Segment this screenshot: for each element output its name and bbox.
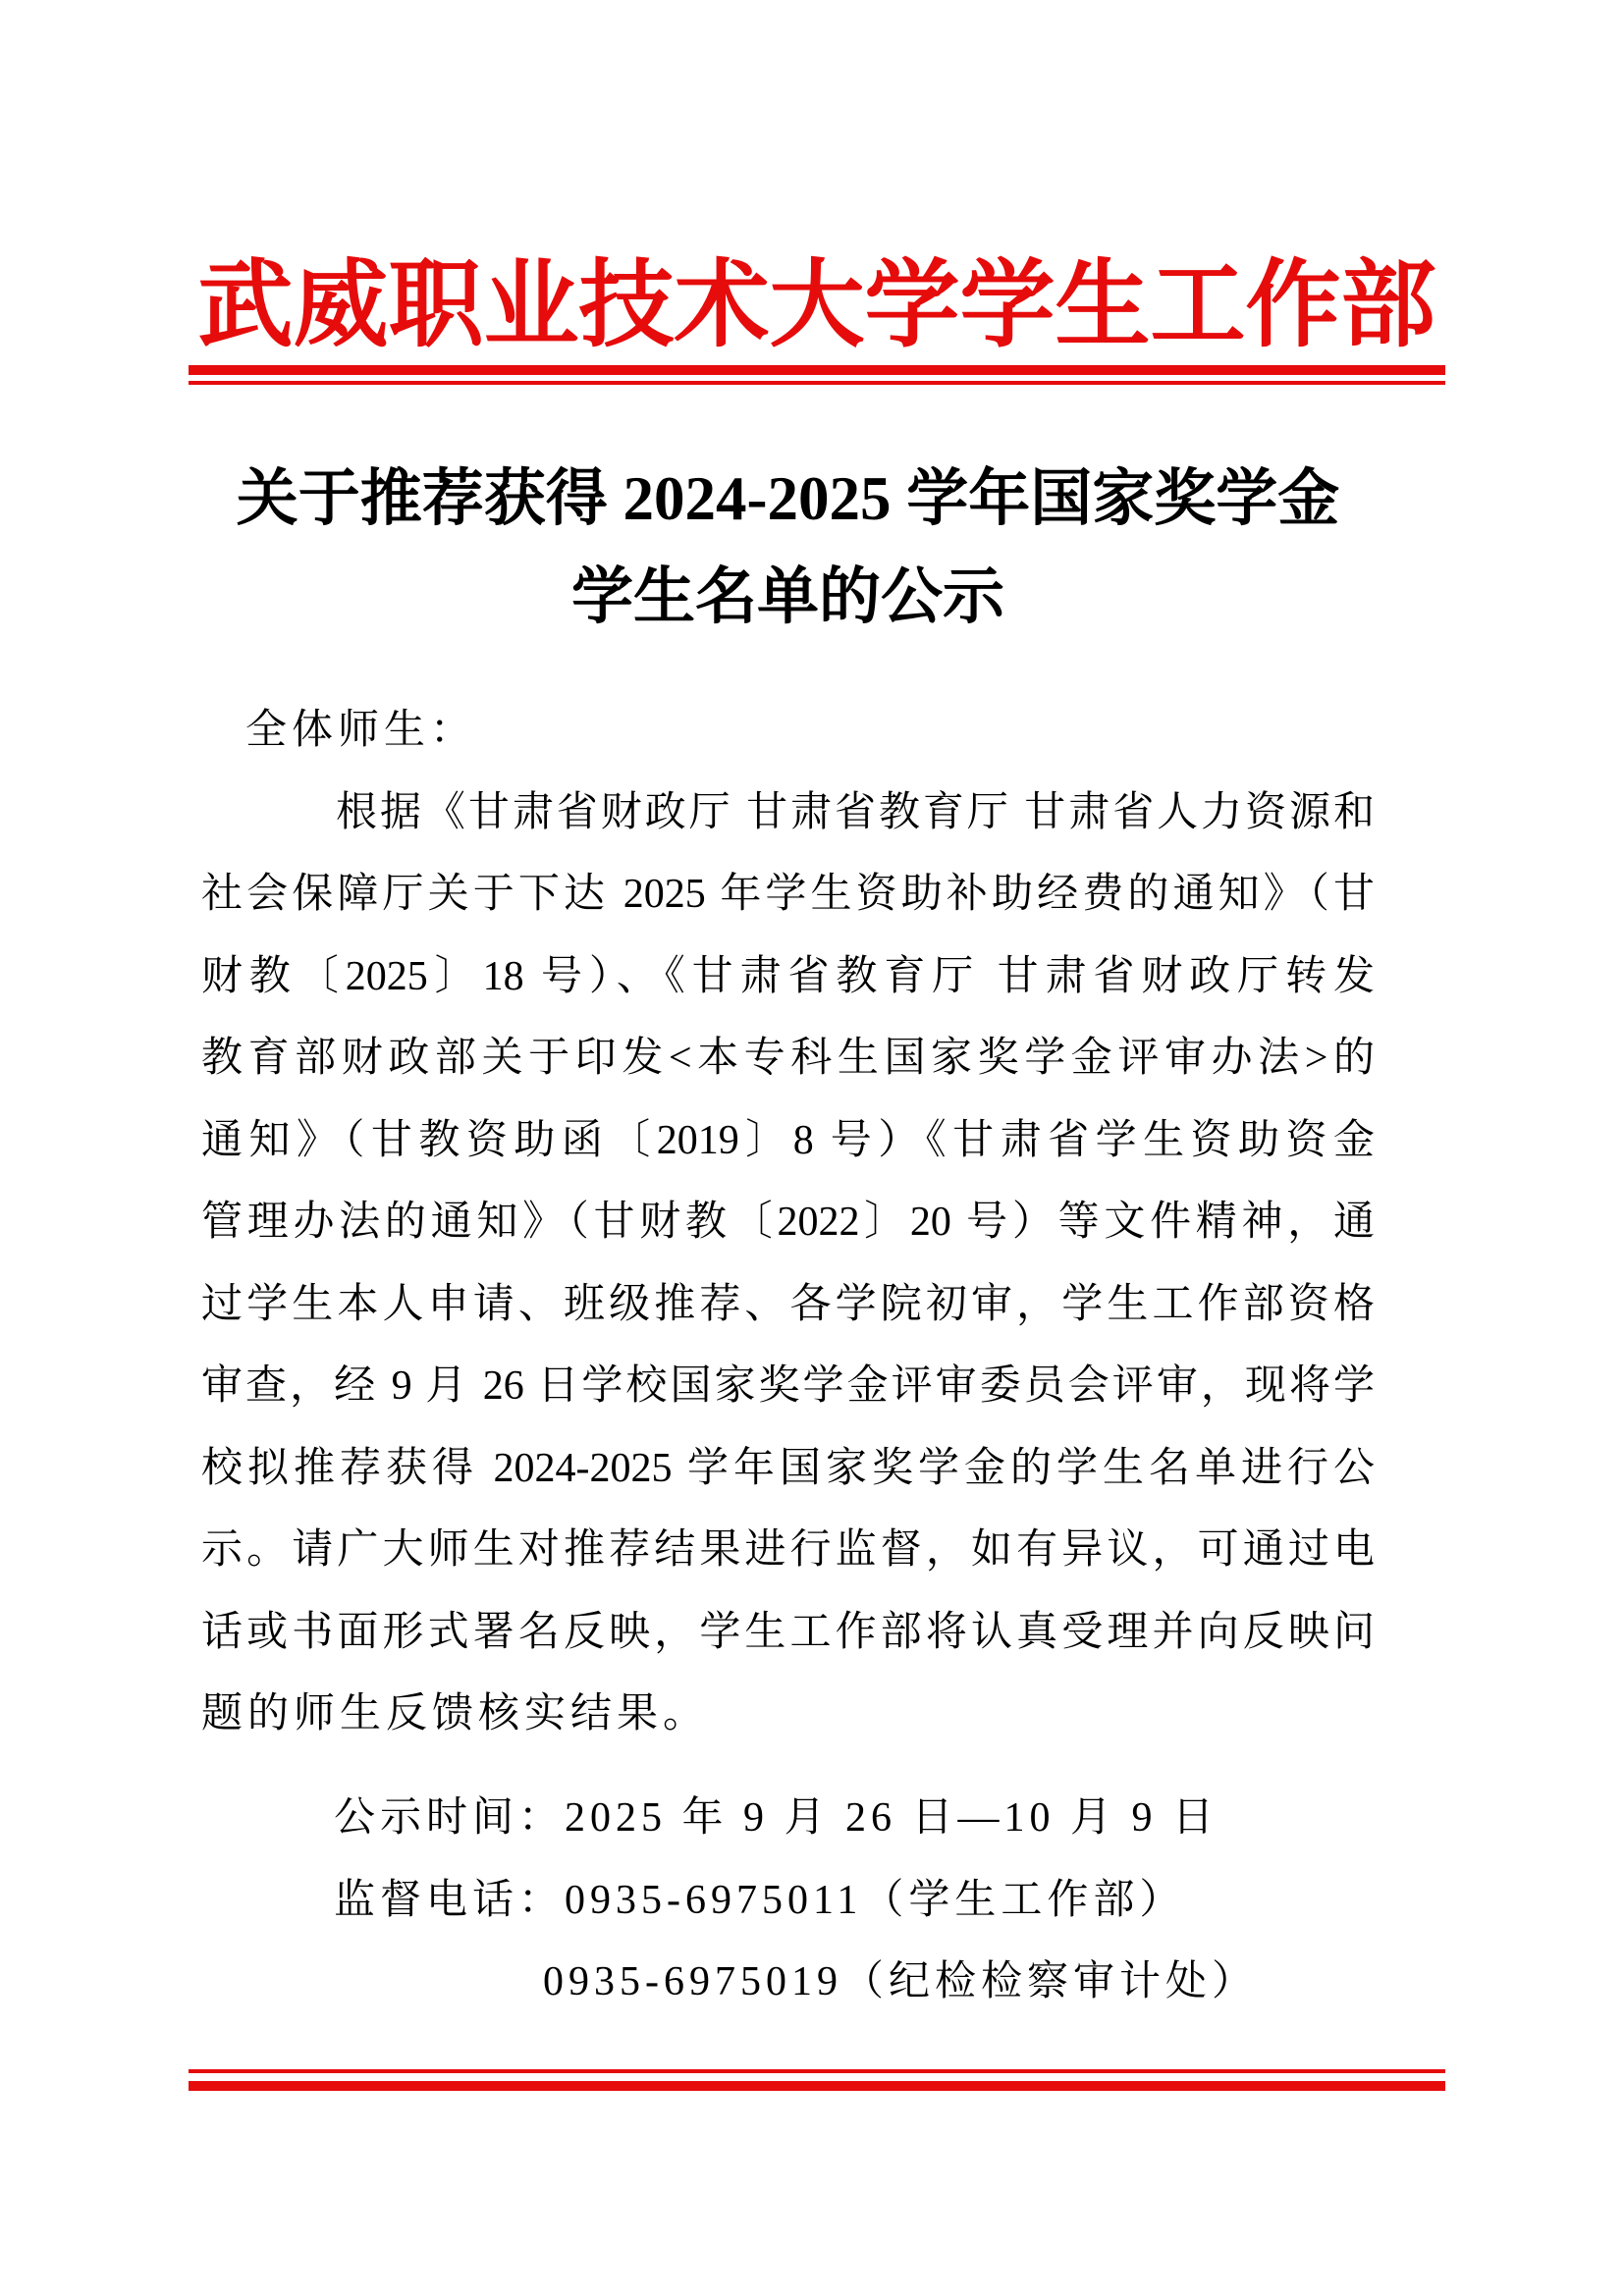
body-line: 管理办法的通知》（甘财教〔2022〕20 号）等文件精神，通 [201,1200,1375,1245]
letterhead-divider-thin [189,381,1445,385]
body-line: 社会保障厅关于下达 2025 年学生资助补助经费的通知》（甘 [201,872,1375,917]
body-line: 话或书面形式署名反映，学生工作部将认真受理并向反映问 [201,1609,1375,1655]
notice-footer-info [201,1778,1375,2024]
notice-title-line2: 学生名单的公示 [571,562,1004,631]
footer-divider-thin [189,2069,1445,2073]
notice-body [201,690,1375,1756]
salutation-line: 全体师生： [245,708,477,753]
supervision-phone-line1: 监督电话：0935-6975011（学生工作部） [334,1877,1186,1923]
body-line: 财教〔2025〕18 号）、《甘肃省教育厅 甘肃省财政厅转发 [201,953,1375,999]
body-line: 过学生本人申请、班级推荐、各学院初审，学生工作部资格 [201,1281,1375,1327]
footer-divider-thick [189,2081,1445,2091]
body-line: 通知》（甘教资助函〔2019〕8 号）《甘肃省学生资助资金 [201,1117,1375,1163]
notice-title-line1: 关于推荐获得 2024-2025 学年国家奖学金 [236,464,1340,533]
body-line: 示。请广大师生对推荐结果进行监督，如有异议，可通过电 [201,1527,1375,1573]
notice-title [201,450,1375,646]
body-line: 教育部财政部关于印发<本专科生国家奖学金评审办法>的 [201,1036,1375,1081]
body-line: 题的师生反馈核实结果。 [201,1691,710,1736]
body-line: 审查，经 9 月 26 日学校国家奖学金评审委员会评审，现将学 [201,1363,1375,1409]
letterhead-divider-thick [189,365,1445,375]
body-line: 根据《甘肃省财政厅 甘肃省教育厅 甘肃省人力资源和 [336,789,1375,835]
body-line: 校拟推荐获得 2024-2025 学年国家奖学金的学生名单进行公 [201,1445,1375,1491]
letterhead-org-name: 武威职业技术大学学生工作部 [197,253,1436,358]
publicity-time-line: 公示时间：2025 年 9 月 26 日—10 月 9 日 [334,1795,1219,1841]
supervision-phone-line2: 0935-6975019（纪检检察审计处） [543,1959,1258,2004]
